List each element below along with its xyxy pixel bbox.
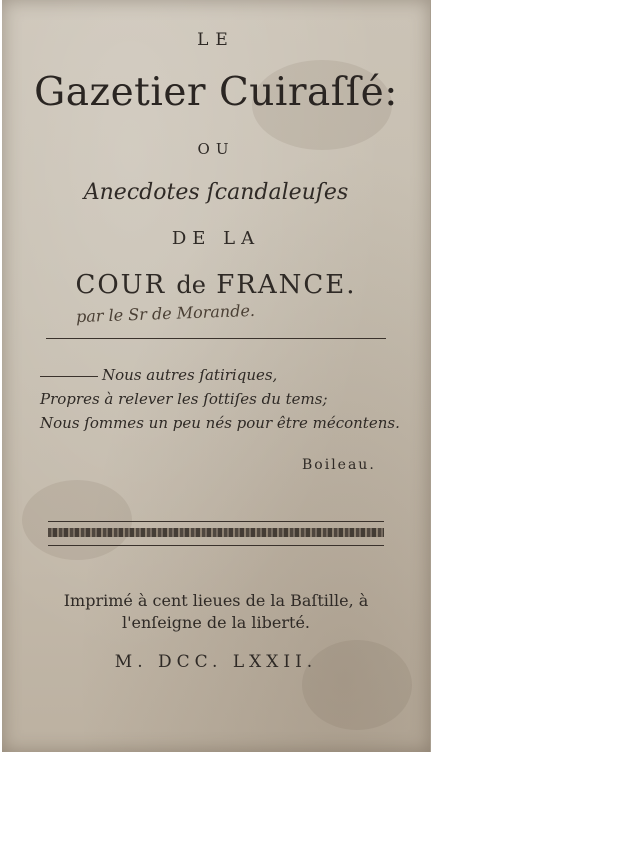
ornamental-rule-bottom xyxy=(48,545,384,546)
epigraph-line xyxy=(40,366,277,384)
epigraph-text: Nous autres ſatiriques, xyxy=(102,366,278,384)
subtitle: Anecdotes ſcandaleuſes xyxy=(83,180,349,205)
imprint-line: Imprimé à cent lieues de la Baſtille, à xyxy=(63,591,369,610)
title-page xyxy=(2,0,431,752)
main-title: Gazetier Cuiraſſé: xyxy=(34,70,398,115)
rule-divider xyxy=(46,338,386,339)
court-de: de xyxy=(176,271,206,299)
court-word: COUR xyxy=(75,270,167,300)
imprint-line: l'enſeigne de la liberté. xyxy=(121,613,310,632)
court-france: FRANCE. xyxy=(216,270,357,300)
title-conjunction: OU xyxy=(197,140,235,158)
epigraph-attribution: Boileau. xyxy=(302,457,376,473)
epigraph-line: Nous ſommes un peu nés pour être mécontens. xyxy=(40,414,400,432)
court-line xyxy=(2,270,430,300)
paper-stain xyxy=(22,480,132,560)
epigraph-line: Propres à relever les ſottiſes du tems; xyxy=(40,390,328,408)
title-article: LE xyxy=(197,30,235,50)
ornamental-rule-top xyxy=(48,521,384,522)
epigraph-dash xyxy=(40,376,98,377)
title-preposition: DE LA xyxy=(171,228,261,249)
publication-date: M. DCC. LXXII. xyxy=(114,652,318,672)
handwritten-author-note: par le Sr de Morande. xyxy=(75,300,256,327)
ornamental-rule-band xyxy=(48,528,384,537)
